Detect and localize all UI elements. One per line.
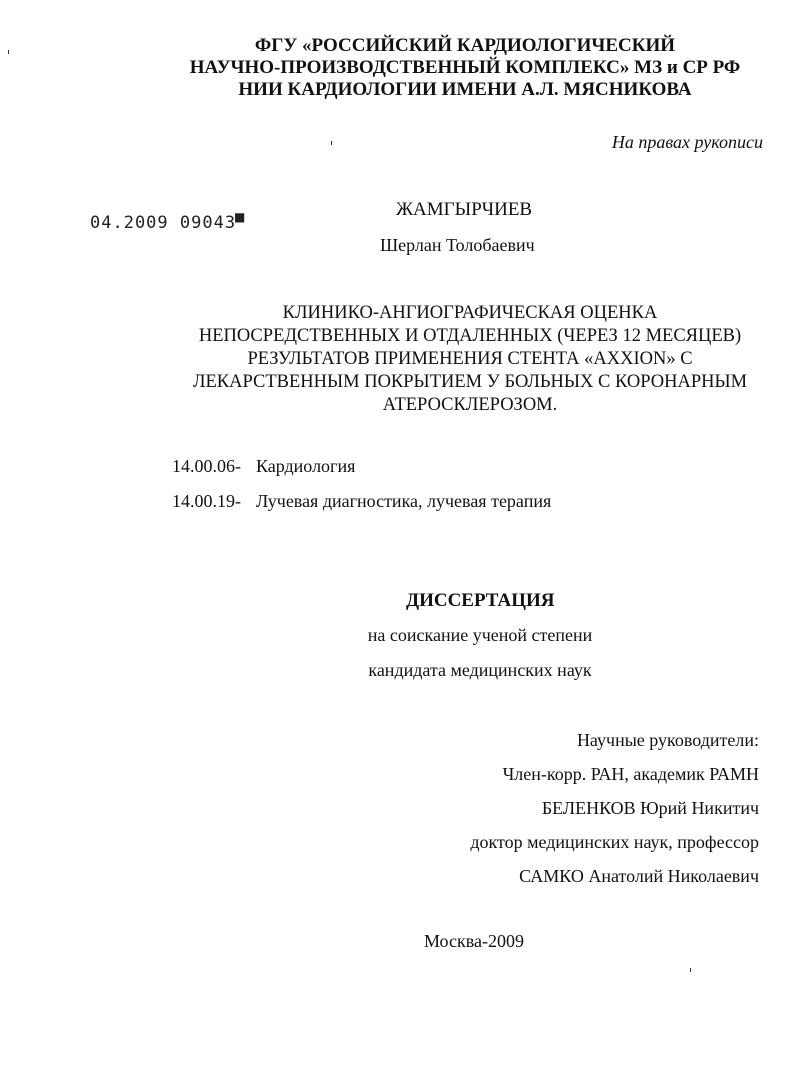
author-surname: ЖАМГЫРЧИЕВ [396,199,533,220]
dissertation-heading: ДИССЕРТАЦИЯ [406,590,555,611]
specialty-name: Лучевая диагностика, лучевая терапия [256,491,552,511]
specialty-row [172,456,355,477]
institution-line-2: НАУЧНО-ПРОИЗВОДСТВЕННЫЙ КОМПЛЕКС» МЗ и СР РФ [189,57,741,78]
specialty-name: Кардиология [256,456,356,476]
thesis-title-line-4: ЛЕКАРСТВЕННЫМ ПОКРЫТИЕМ У БОЛЬНЫХ С КОРОНАРНЫМ [192,372,748,392]
scan-speck [690,968,691,972]
advisor-line: Член-корр. РАН, академик РАМН [502,764,759,784]
dissertation-degree-line-1: на соискание ученой степени [367,625,593,645]
specialty-code: 14.00.19- [172,491,241,511]
archive-number: 04.2009 09043 [90,213,237,233]
thesis-title-line-5: АТЕРОСКЛЕРОЗОМ. [382,395,558,415]
scan-speck [8,50,9,54]
thesis-title-line-2: НЕПОСРЕДСТВЕННЫХ И ОТДАЛЕННЫХ (ЧЕРЕЗ 12 МЕСЯЦЕВ) [198,326,742,346]
specialty-code: 14.00.06- [172,456,241,476]
thesis-title-line-1: КЛИНИКО-АНГИОГРАФИЧЕСКАЯ ОЦЕНКА [282,303,658,323]
specialty-row [172,491,551,512]
scan-speck [331,141,332,145]
institution-line-1: ФГУ «РОССИЙСКИЙ КАРДИОЛОГИЧЕСКИЙ [254,35,676,56]
advisor-line: САМКО Анатолий Николаевич [519,866,759,886]
city-year: Москва-2009 [424,931,524,951]
advisors-heading: Научные руководители: [576,730,759,750]
dissertation-degree-line-2: кандидата медицинских наук [368,660,592,680]
advisor-line: доктор медицинских наук, профессор [470,832,759,852]
institution-line-3: НИИ КАРДИОЛОГИИ ИМЕНИ А.Л. МЯСНИКОВА [238,79,692,100]
thesis-title-line-3: РЕЗУЛЬТАТОВ ПРИМЕНЕНИЯ СТЕНТА «AXXION» С [247,349,693,369]
archive-mark-icon: ■ [234,210,246,224]
manuscript-rights-note: На правах рукописи [611,132,763,152]
author-given-name: Шерлан Толобаевич [380,235,535,255]
advisor-line: БЕЛЕНКОВ Юрий Никитич [541,798,759,818]
